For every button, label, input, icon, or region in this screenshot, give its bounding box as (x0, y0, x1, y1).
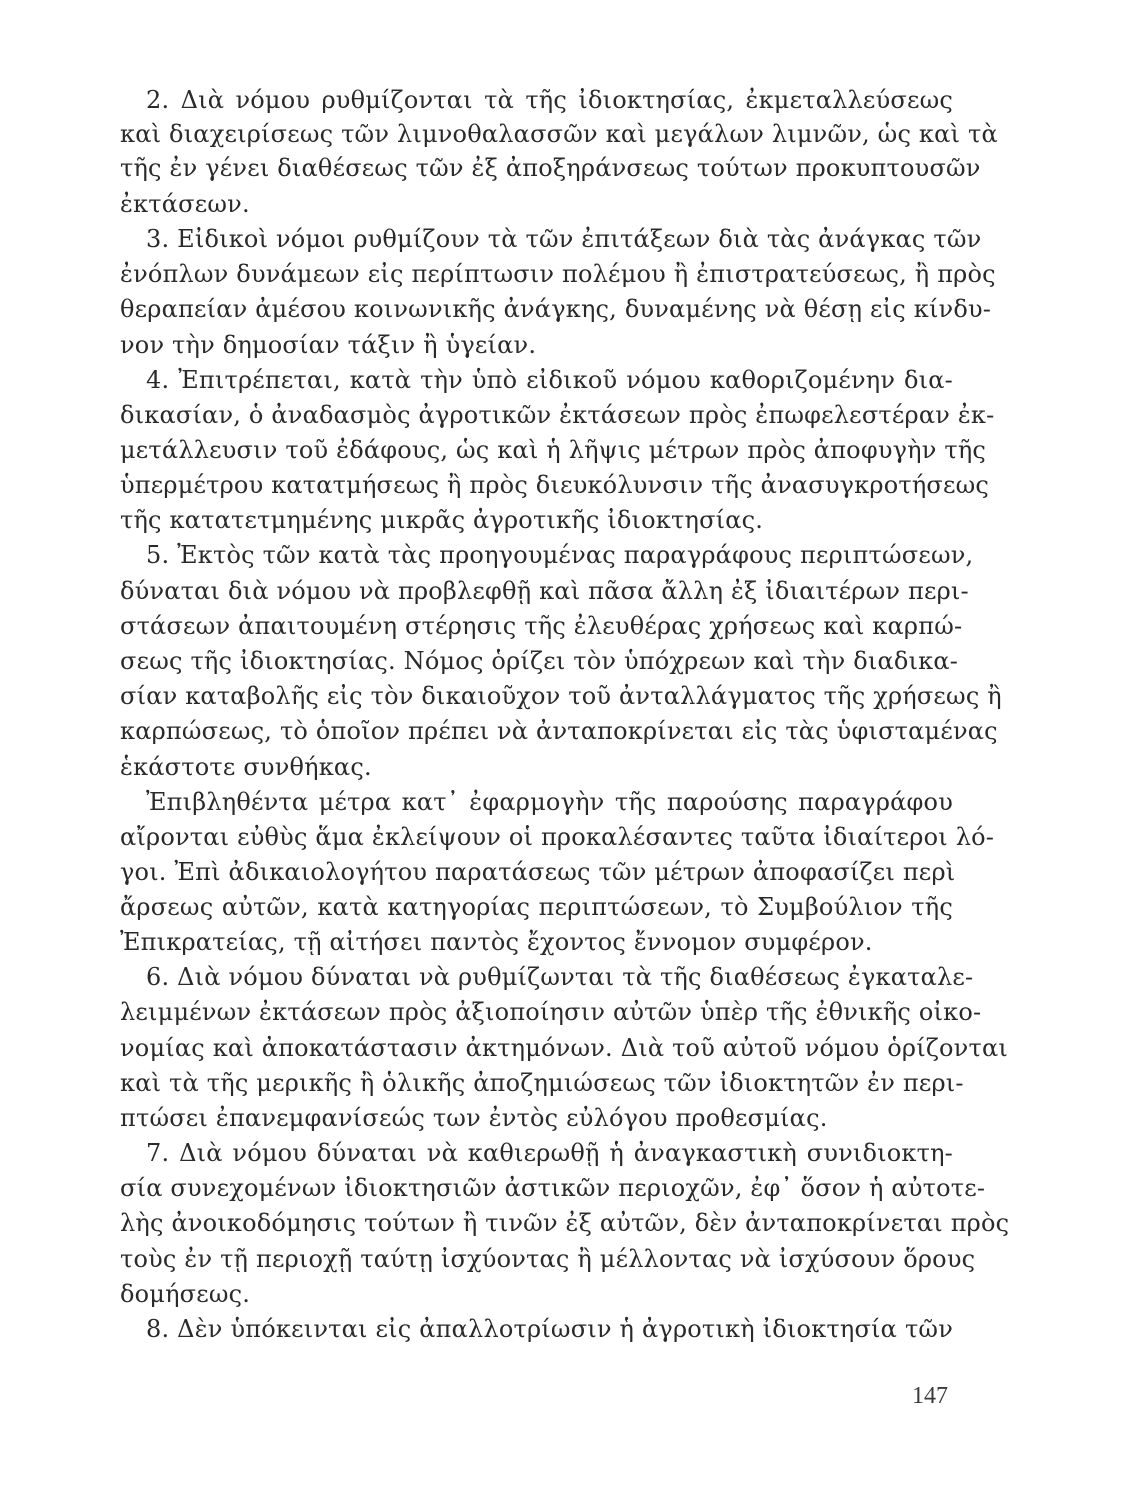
text-line: ἑκάστοτε συνθήκας. (120, 753, 372, 781)
text-line: στάσεων ἀπαιτουμένη στέρησις τῆς ἐλευθέρας χρήσεως καὶ καρπώ- (120, 612, 963, 640)
text-line: τῆς κατατετμημένης μικρᾶς ἀγροτικῆς ἰδιοκτησίας. (120, 506, 764, 534)
text-line: 7. Διὰ νόμου δύναται νὰ καθιερωθῇ ἡ ἀναγκαστικὴ συνιδιοκτη- (146, 1139, 953, 1167)
text-line: καὶ διαχειρίσεως τῶν λιμνοθαλασσῶν καὶ μεγάλων λιμνῶν, ὡς καὶ τὰ (120, 120, 998, 148)
text-line: θεραπείαν ἀμέσου κοινωνικῆς ἀνάγκης, δυναμένης νὰ θέσῃ εἰς κίνδυ- (120, 295, 992, 323)
text-line: γοι. Ἐπὶ ἀδικαιολογήτου παρατάσεως τῶν μέτρων ἀποφασίζει περὶ (120, 858, 956, 886)
text-line: νομίας καὶ ἀποκατάστασιν ἀκτημόνων. Διὰ τοῦ αὐτοῦ νόμου ὁρίζονται (120, 1034, 1008, 1062)
text-line: τοὺς ἐν τῇ περιοχῇ ταύτῃ ἰσχύοντας ἢ μέλλοντας νὰ ἰσχύσουν ὅρους (120, 1245, 976, 1273)
text-line: σεως τῆς ἰδιοκτησίας. Νόμος ὁρίζει τὸν ὑπόχρεων καὶ τὴν διαδικα- (120, 647, 959, 675)
text-line: 3. Εἰδικοὶ νόμοι ρυθμίζουν τὰ τῶν ἐπιτάξεων διὰ τὰς ἀνάγκας τῶν (146, 225, 982, 253)
text-line: καρπώσεως, τὸ ὁποῖον πρέπει νὰ ἀνταποκρίνεται εἰς τὰς ὑφισταμένας (120, 717, 998, 745)
text-line: Ἐπικρατείας, τῇ αἰτήσει παντὸς ἔχοντος ἔννομον συμφέρον. (120, 928, 873, 956)
text-line: καὶ τὰ τῆς μερικῆς ἢ ὁλικῆς ἀποζημιώσεως τῶν ἰδιοκτητῶν ἐν περι- (120, 1069, 964, 1097)
text-line: 4. Ἐπιτρέπεται, κατὰ τὴν ὑπὸ εἰδικοῦ νόμου καθοριζομένην δια- (146, 366, 953, 394)
text-line: ὑπερμέτρου κατατμήσεως ἢ πρὸς διευκόλυνσιν τῆς ἀνασυγκροτήσεως (120, 471, 990, 499)
text-line: μετάλλευσιν τοῦ ἐδάφους, ὡς καὶ ἡ λῆψις μέτρων πρὸς ἀποφυγὴν τῆς (120, 436, 987, 464)
text-line: σία συνεχομένων ἰδιοκτησιῶν ἀστικῶν περιοχῶν, ἐφ᾽ ὅσον ἡ αὐτοτε- (120, 1174, 986, 1202)
text-line: λὴς ἀνοικοδόμησις τούτων ἢ τινῶν ἐξ αὐτῶν, δὲν ἀνταποκρίνεται πρὸς (120, 1209, 1010, 1237)
text-line: 5. Ἐκτὸς τῶν κατὰ τὰς προηγουμένας παραγράφους περιπτώσεων, (146, 541, 974, 569)
text-line: ἐνόπλων δυνάμεων εἰς περίπτωσιν πολέμου ἢ ἐπιστρατεύσεως, ἢ πρὸς (120, 260, 996, 288)
text-line: δικασίαν, ὁ ἀναδασμὸς ἀγροτικῶν ἐκτάσεων πρὸς ἐπωφελεστέραν ἐκ- (120, 401, 995, 429)
text-line: 8. Δὲν ὑπόκεινται εἰς ἀπαλλοτρίωσιν ἡ ἀγροτικὴ ἰδιοκτησία τῶν (146, 1315, 953, 1343)
text-line: 6. Διὰ νόμου δύναται νὰ ρυθμίζωνται τὰ τῆς διαθέσεως ἐγκαταλε- (146, 963, 974, 991)
text-line: δομήσεως. (120, 1280, 251, 1308)
text-line: ἄρσεως αὐτῶν, κατὰ κατηγορίας περιπτώσεων, τὸ Συμβούλιον τῆς (120, 893, 953, 921)
text-line: αἴρονται εὐθὺς ἅμα ἐκλείψουν οἱ προκαλέσαντες ταῦτα ἰδιαίτεροι λό- (120, 823, 995, 851)
text-line: Ἐπιβληθέντα μέτρα κατ᾽ ἐφαρμογὴν τῆς παρούσης παραγράφου (146, 788, 953, 816)
text-line: δύναται διὰ νόμου νὰ προβλεφθῇ καὶ πᾶσα ἄλλη ἐξ ἰδιαιτέρων περι- (120, 577, 969, 605)
text-line: 2. Διὰ νόμου ρυθμίζονται τὰ τῆς ἰδιοκτησίας, ἐκμεταλλεύσεως (146, 86, 953, 114)
text-line: τῆς ἐν γένει διαθέσεως τῶν ἐξ ἀποξηράνσεως τούτων προκυπτουσῶν (120, 154, 981, 182)
text-line: πτώσει ἐπανεμφανίσεώς των ἐντὸς εὐλόγου προθεσμίας. (120, 1104, 828, 1132)
text-line: σίαν καταβολῆς εἰς τὸν δικαιοῦχον τοῦ ἀνταλλάγματος τῆς χρήσεως ἢ (120, 682, 1002, 710)
text-line: ἐκτάσεων. (120, 190, 250, 218)
page-number: 147 (912, 1383, 948, 1409)
text-line: λειμμένων ἐκτάσεων πρὸς ἀξιοποίησιν αὐτῶν ὑπὲρ τῆς ἐθνικῆς οἰκο- (120, 998, 982, 1026)
text-line: νον τὴν δημοσίαν τάξιν ἢ ὑγείαν. (120, 331, 537, 359)
